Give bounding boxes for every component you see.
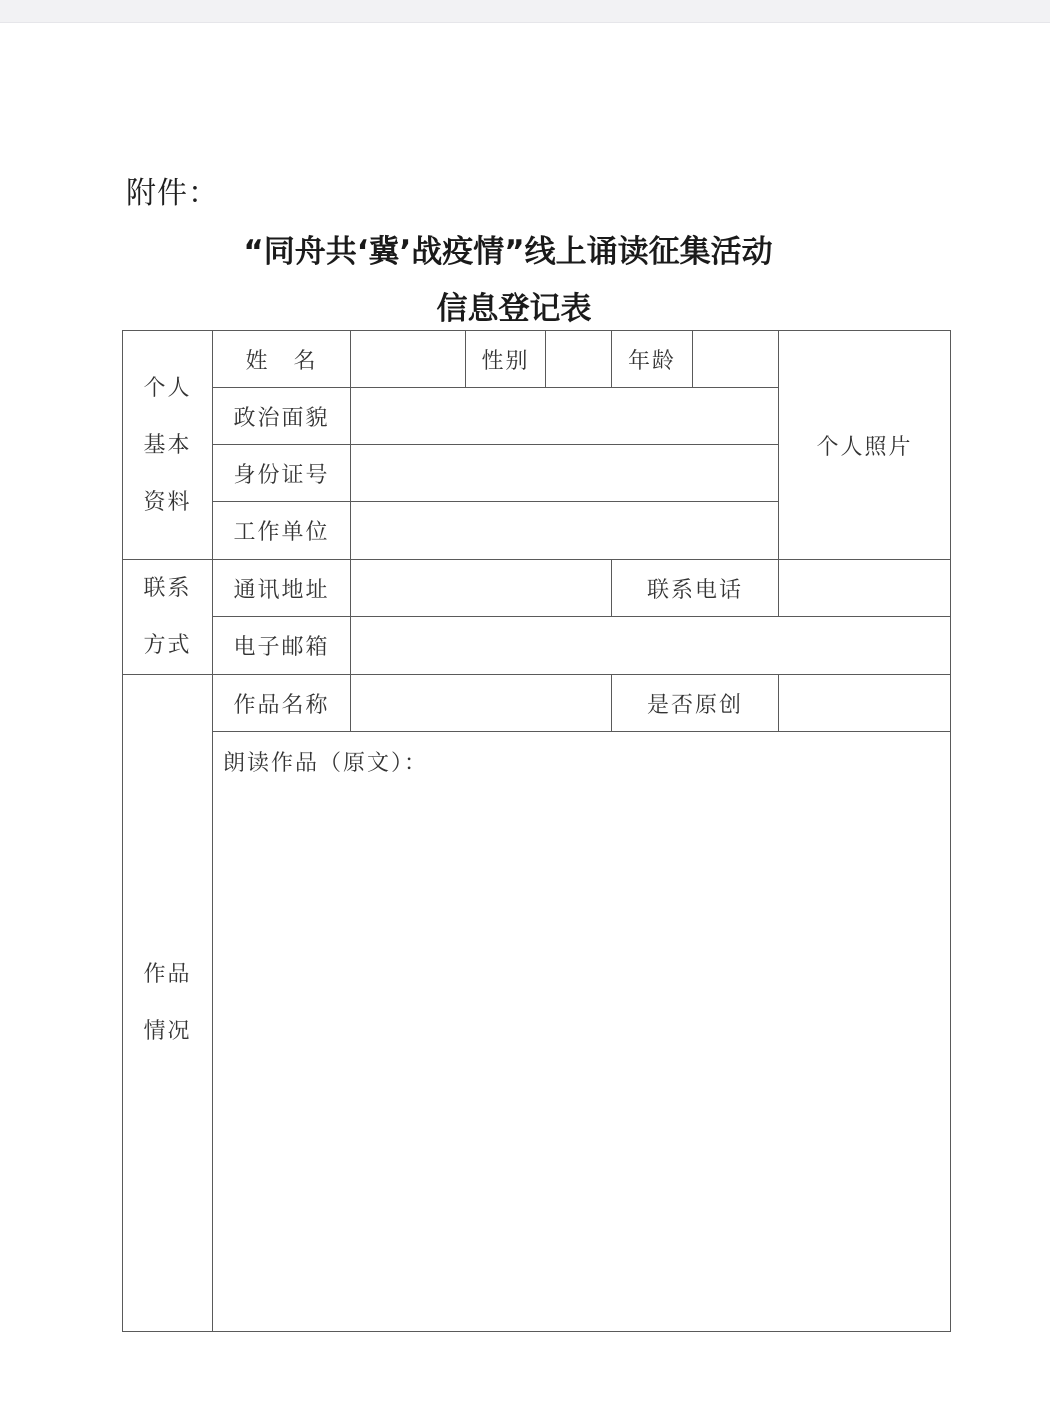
table-row <box>123 560 951 617</box>
top-strip-divider <box>0 22 1050 23</box>
section-work-info: 作品 情况 <box>123 675 213 1332</box>
id-number-field[interactable] <box>351 445 779 502</box>
table-row <box>123 732 951 1332</box>
gender-label: 性别 <box>466 331 546 388</box>
reading-text-area[interactable] <box>213 732 951 1332</box>
employer-label: 工作单位 <box>213 502 351 560</box>
table-row <box>123 675 951 732</box>
name-field[interactable] <box>351 331 466 388</box>
original-label: 是否原创 <box>612 675 779 732</box>
attachment-label: 附件： <box>126 176 219 211</box>
top-strip <box>0 0 1050 22</box>
table-row <box>123 617 951 675</box>
phone-field[interactable] <box>779 560 951 617</box>
political-status-field[interactable] <box>351 388 779 445</box>
reading-text-label: 朗读作品（原文）： <box>223 751 429 776</box>
registration-table <box>122 330 951 1332</box>
document-subtitle: 信息登记表 <box>436 291 592 327</box>
work-title-label: 作品名称 <box>213 675 351 732</box>
id-number-label: 身份证号 <box>213 445 351 502</box>
email-label: 电子邮箱 <box>213 617 351 675</box>
gender-field[interactable] <box>546 331 612 388</box>
section-personal-info: 个人 基本 资料 <box>123 331 213 560</box>
age-field[interactable] <box>693 331 779 388</box>
address-label: 通讯地址 <box>213 560 351 617</box>
table-row <box>123 331 951 388</box>
age-label: 年龄 <box>612 331 693 388</box>
name-label: 姓 名 <box>213 331 351 388</box>
address-field[interactable] <box>351 560 612 617</box>
employer-field[interactable] <box>351 502 779 560</box>
work-title-field[interactable] <box>351 675 612 732</box>
email-field[interactable] <box>351 617 951 675</box>
registration-form <box>122 330 950 1331</box>
section-contact: 联系 方式 <box>123 560 213 675</box>
photo-cell[interactable]: 个人照片 <box>779 331 951 560</box>
phone-label: 联系电话 <box>612 560 779 617</box>
political-status-label: 政治面貌 <box>213 388 351 445</box>
document-title: “同舟共‘冀’战疫情”线上诵读征集活动 <box>243 234 773 270</box>
original-field[interactable] <box>779 675 951 732</box>
